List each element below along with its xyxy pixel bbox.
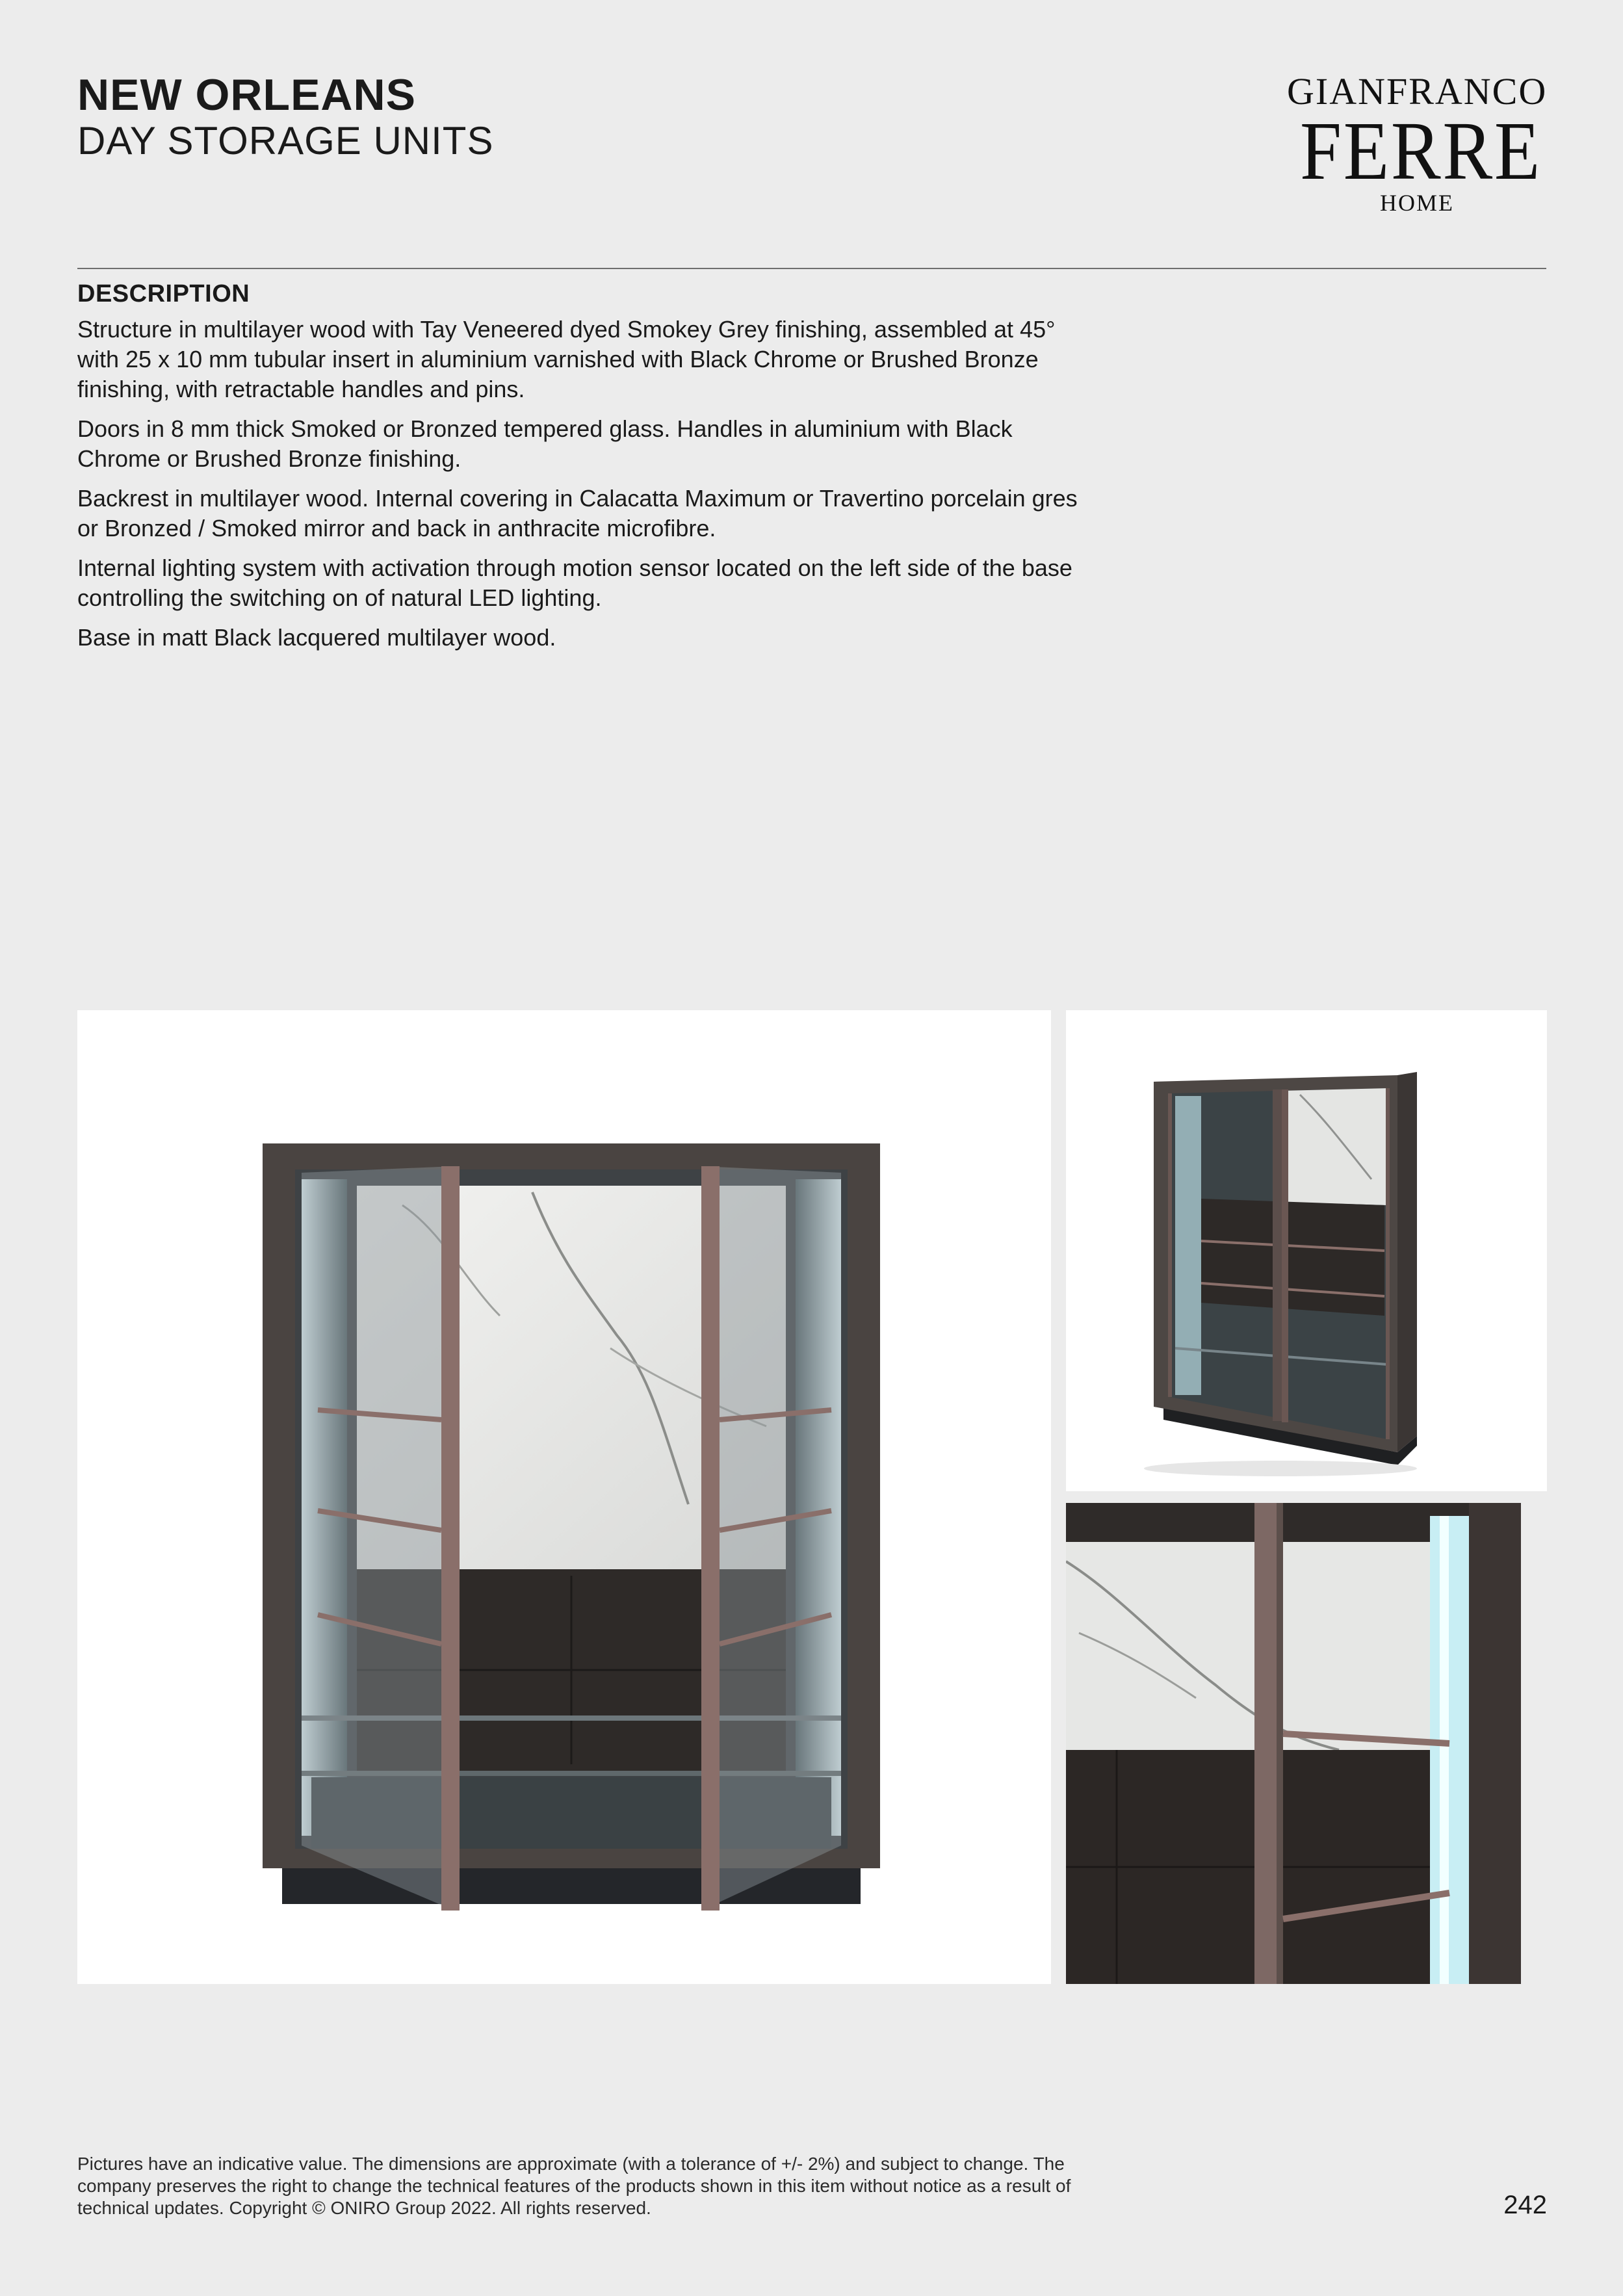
description-paragraph: Backrest in multilayer wood. Internal covering in Calacatta Maximum or Travertino porcelain gres or Bronzed / Smoked mirror and back in anthracite microfibre. <box>77 485 1078 541</box>
brand-logo <box>1287 72 1547 216</box>
brand-line-2: FERRE <box>1300 105 1542 197</box>
product-photo-front <box>77 1010 1051 1984</box>
description-paragraph: Structure in multilayer wood with Tay Veneered dyed Smokey Grey finishing, assembled at 45° with 25 x 10 mm tubular insert in aluminium varnished with Black Chrome or Brushed Bronze finishing, with retractable handles and pins. <box>77 316 1056 402</box>
header-divider <box>77 268 1546 269</box>
product-category: DAY STORAGE UNITS <box>77 119 494 163</box>
description-body <box>77 315 1091 662</box>
page-title <box>77 70 493 163</box>
brand-line-3: HOME <box>1380 190 1454 216</box>
footer-disclaimer: Pictures have an indicative value. The dimensions are approximate (with a tolerance of +/- 2%) and subject to change. The company preserves the right to change the technical features of the products shown in this item without notice as a result of technical updates. Copyright © ONIRO Group 2022. All rights reserved. <box>77 2154 1071 2218</box>
page-number: 242 <box>1503 2191 1547 2219</box>
product-photo-angle <box>1066 1010 1547 1491</box>
description-paragraph: Doors in 8 mm thick Smoked or Bronzed tempered glass. Handles in aluminium with Black Chrome or Brushed Bronze finishing. <box>77 415 1013 472</box>
product-name: NEW ORLEANS <box>77 70 416 120</box>
description-paragraph: Base in matt Black lacquered multilayer wood. <box>77 624 556 651</box>
product-photo-detail <box>1066 1503 1547 1984</box>
description-heading: DESCRIPTION <box>77 280 250 307</box>
description-paragraph: Internal lighting system with activation through motion sensor located on the left side of the base controlling the switching on of natural LED lighting. <box>77 554 1072 611</box>
brand-line-1: GIANFRANCO <box>1287 70 1548 112</box>
